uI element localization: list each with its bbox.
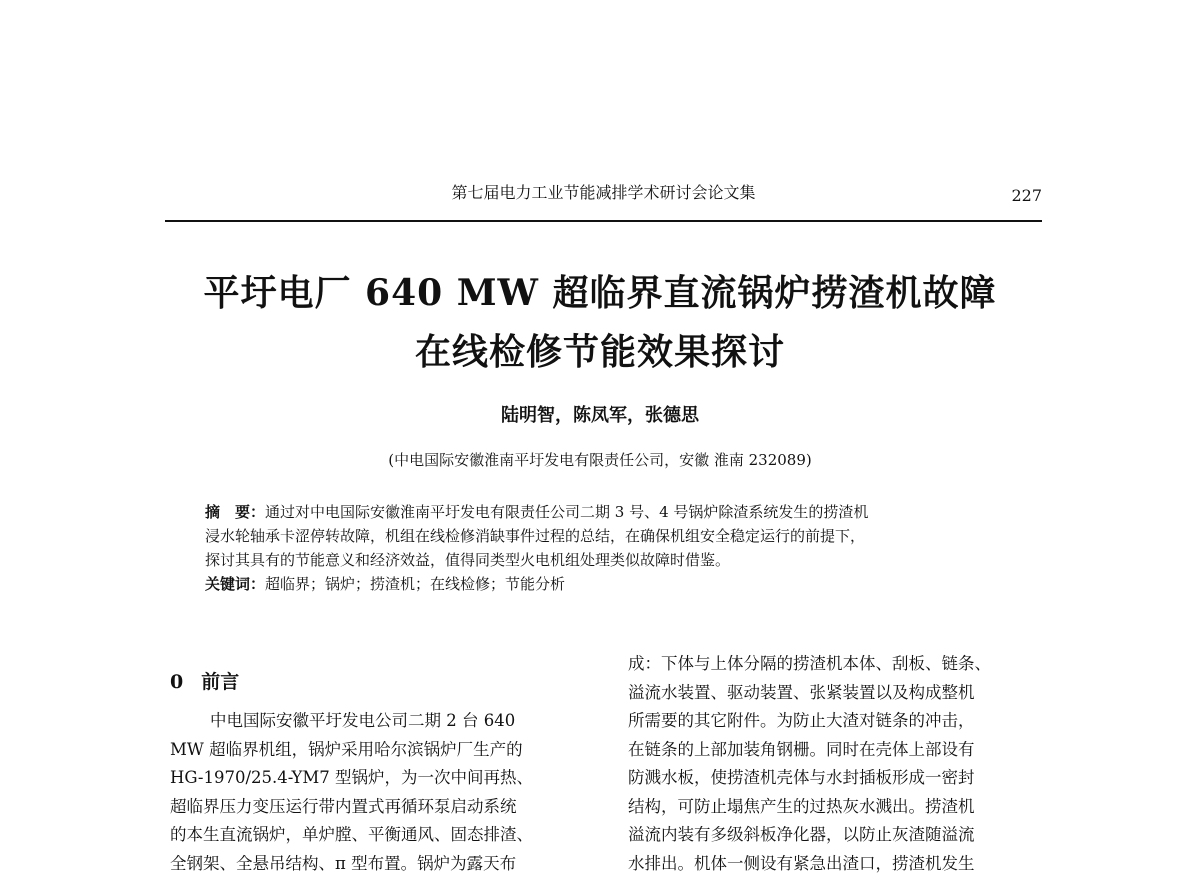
section-heading [170, 669, 239, 695]
authors: 陆明智，陈凤军，张德思 [501, 405, 699, 426]
section-number: 0 [170, 671, 184, 693]
paper-title-line-2: 在线检修节能效果探讨 [414, 331, 785, 373]
body-line: 所需要的其它附件。为防止大渣对链条的冲击， [628, 711, 975, 730]
body-column-right [628, 650, 1048, 878]
abstract [205, 500, 1025, 596]
abstract-line-2: 浸水轮轴承卡涩停转故障，机组在线检修消缺事件过程的总结，在确保机组安全稳定运行的前提下， [205, 527, 866, 545]
abstract-line-1 [205, 500, 1025, 524]
body-line: 溢流水装置、驱动装置、张紧装置以及构成整机 [628, 682, 975, 702]
abstract-label: 摘 要： [205, 503, 266, 521]
paper-title-line-1: 平圩电厂 640 MW 超临界直流锅炉捞渣机故障 [203, 272, 997, 314]
body-line: HG-1970/25.4-YM7 型锅炉，为一次中间再热、 [170, 768, 534, 787]
body-column-left [170, 707, 590, 878]
page-number: 227 [1011, 186, 1042, 205]
header-rule [165, 220, 1042, 222]
body-line: 水排出。机体一侧设有紧急出渣口，捞渣机发生 [628, 853, 975, 873]
running-header: 第七届电力工业节能减排学术研讨会论文集 [451, 183, 756, 202]
body-line: 的本生直流锅炉，单炉膛、平衡通风、固态排渣、 [170, 825, 533, 844]
body-line: 防溅水板，使捞渣机壳体与水封插板形成一密封 [628, 768, 975, 787]
section-title: 前言 [201, 671, 240, 693]
affiliation: (中电国际安徽淮南平圩发电有限责任公司，安徽 淮南 232089) [388, 451, 812, 469]
keywords: 超临界；锅炉；捞渣机；在线检修；节能分析 [265, 575, 566, 593]
keywords-line [205, 572, 1025, 596]
keywords-label: 关键词： [205, 575, 266, 593]
body-line: 超临界压力变压运行带内置式再循环泵启动系统 [170, 796, 517, 816]
abstract-line-3: 探讨其具有的节能意义和经济效益，值得同类型火电机组处理类似故障时借鉴。 [205, 551, 731, 569]
body-line: 结构，可防止塌焦产生的过热灰水溅出。捞渣机 [628, 796, 975, 816]
body-line: 成：下体与上体分隔的捞渣机本体、刮板、链条、 [628, 654, 991, 673]
body-line: 在链条的上部加装角钢栅。同时在壳体上部设有 [628, 739, 975, 759]
body-line: 中电国际安徽平圩发电公司二期 2 台 640 [210, 711, 516, 730]
body-line: MW 超临界机组，锅炉采用哈尔滨锅炉厂生产的 [170, 739, 523, 759]
body-line: 溢流内装有多级斜板净化器，以防止灰渣随溢流 [628, 825, 975, 844]
abstract-text-1: 通过对中电国际安徽淮南平圩发电有限责任公司二期 3 号、4 号锅炉除渣系统发生的捞渣机 [265, 503, 869, 521]
body-line: 全钢架、全悬吊结构、π 型布置。锅炉为露天布 [170, 853, 517, 873]
